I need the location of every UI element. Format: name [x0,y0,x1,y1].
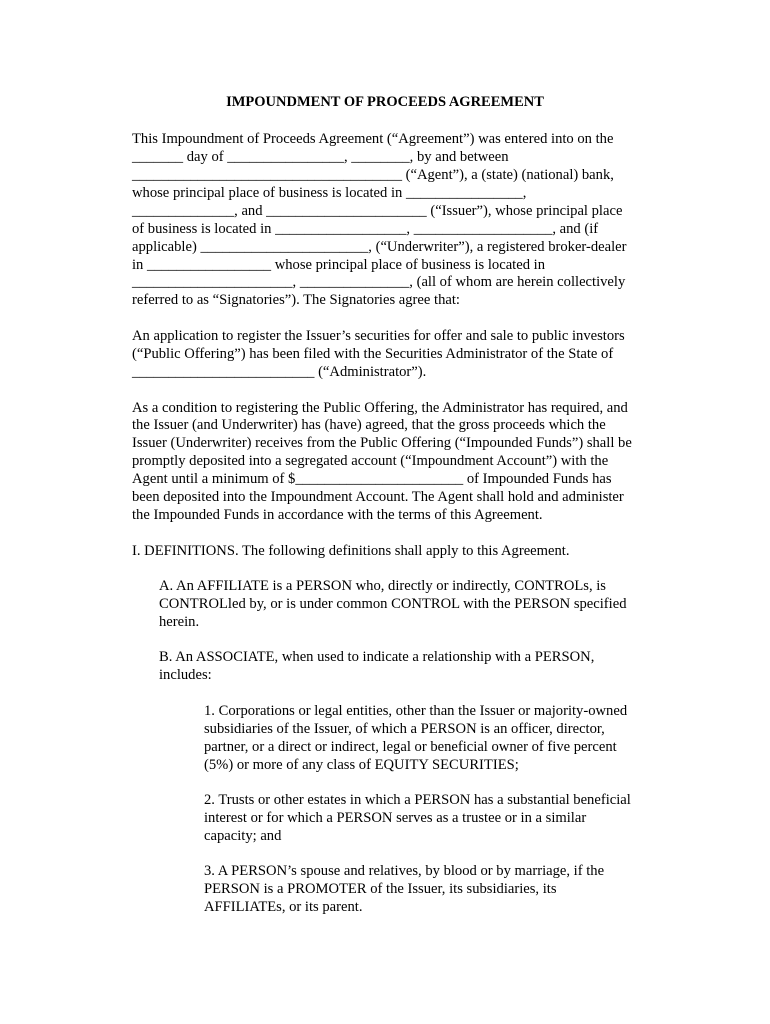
condition-line: the Impounded Funds in accordance with the terms of this Agreement. [132,507,543,523]
document-title: IMPOUNDMENT OF PROCEEDS AGREEMENT [226,94,544,110]
application-line: _________________________ (“Administrator”). [132,364,427,380]
definition-line: A. An AFFILIATE is a PERSON who, directly or indirectly, CONTROLs, is [159,578,606,594]
item-line: interest or for which a PERSON serves as a trustee or in a similar [204,810,587,826]
item-line: 1. Corporations or legal entities, other than the Issuer or majority-owned [204,703,628,719]
intro-line: whose principal place of business is located in ________________, [132,185,527,201]
item-line: 3. A PERSON’s spouse and relatives, by blood or by marriage, if the [204,863,605,879]
definition-line: herein. [159,614,200,630]
item-line: partner, or a direct or indirect, legal or beneficial owner of five percent [204,739,617,755]
intro-line: applicable) _______________________, (“Underwriter”), a registered broker-dealer [132,239,627,255]
item-line: 2. Trusts or other estates in which a PERSON has a substantial beneficial [204,792,631,808]
item-line: AFFILIATEs, or its parent. [204,899,363,915]
intro-line: in _________________ whose principal place of business is located in [132,257,546,273]
application-line: (“Public Offering”) has been filed with the Securities Administrator of the State of [132,346,614,362]
intro-line: ______________________, _______________, (all of whom are herein collectively [132,274,626,290]
definition-line: CONTROLled by, or is under common CONTROL with the PERSON specified [159,596,627,612]
condition-line: Issuer (Underwriter) receives from the Public Offering (“Impounded Funds”) shall be [132,435,632,451]
intro-line: of business is located in __________________, ___________________, and (if [132,221,599,237]
definition-line: B. An ASSOCIATE, when used to indicate a relationship with a PERSON, [159,649,595,665]
condition-line: promptly deposited into a segregated account (“Impoundment Account”) with the [132,453,609,469]
intro-line: _______ day of ________________, ________, by and between [132,149,509,165]
item-line: (5%) or more of any class of EQUITY SECURITIES; [204,757,519,773]
intro-line: _____________________________________ (“Agent”), a (state) (national) bank, [132,167,614,183]
intro-line: This Impoundment of Proceeds Agreement (“Agreement”) was entered into on the [132,131,614,147]
condition-line: the Issuer (and Underwriter) has (have) agreed, that the gross proceeds which the [132,417,606,433]
definitions-heading: I. DEFINITIONS. The following definitions shall apply to this Agreement. [132,543,570,559]
condition-line: been deposited into the Impoundment Account. The Agent shall hold and administer [132,489,624,505]
condition-line: Agent until a minimum of $_______________________ of Impounded Funds has [132,471,612,487]
item-line: subsidiaries of the Issuer, of which a PERSON is an officer, director, [204,721,605,737]
intro-line: referred to as “Signatories”). The Signatories agree that: [132,292,460,308]
application-line: An application to register the Issuer’s securities for offer and sale to public investors [132,328,625,344]
intro-line: ______________, and ______________________ (“Issuer”), whose principal place [132,203,623,219]
item-line: capacity; and [204,828,282,844]
condition-line: As a condition to registering the Public Offering, the Administrator has required, and [132,400,628,416]
item-line: PERSON is a PROMOTER of the Issuer, its subsidiaries, its [204,881,557,897]
definition-line: includes: [159,667,212,683]
